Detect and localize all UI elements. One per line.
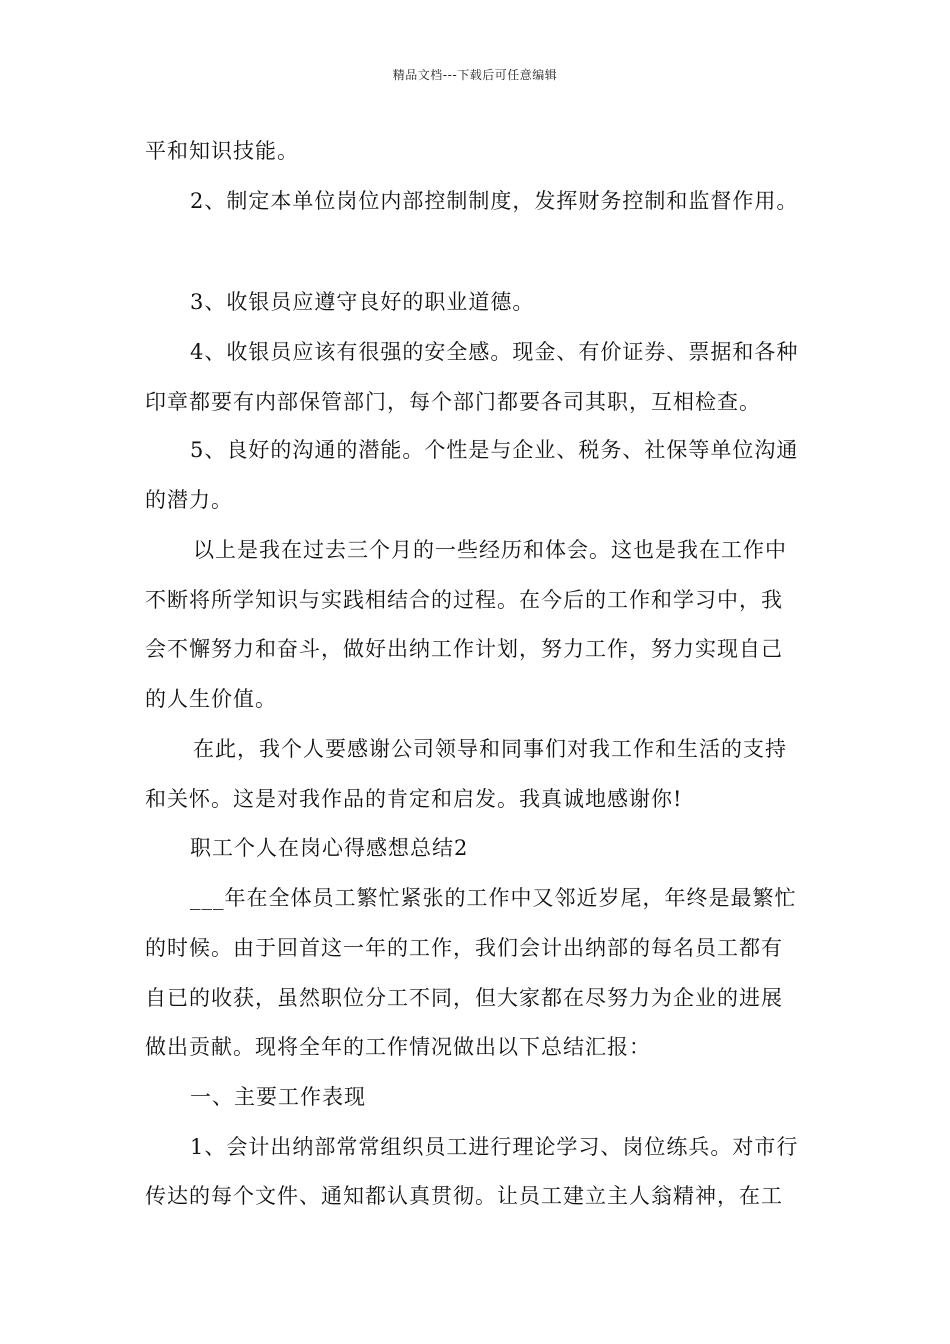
subsection-title: 一、主要工作表现	[190, 1085, 366, 1109]
page-header: 精品文档---下载后可任意编辑	[392, 68, 558, 82]
text-line: 做出贡献。现将全年的工作情况做出以下总结汇报：	[145, 1035, 651, 1059]
text-line: 的时候。由于回首这一年的工作，我们会计出纳部的每名员工都有	[145, 936, 783, 960]
text-line: 4、收银员应该有很强的安全感。现金、有价证券、票据和各种	[190, 340, 799, 364]
text-line: 在此，我个人要感谢公司领导和同事们对我工作和生活的支持	[193, 737, 787, 761]
text-line: 的人生价值。	[145, 687, 277, 711]
text-line: 平和知识技能。	[145, 139, 299, 163]
text-line: 印章都要有内部保管部门，每个部门都要各司其职，互相检查。	[145, 390, 761, 414]
text-line: 1、会计出纳部常常组织员工进行理论学习、岗位练兵。对市行	[190, 1135, 799, 1159]
section-title: 职工个人在岗心得感想总结2	[190, 836, 469, 860]
text-line: 传达的每个文件、通知都认真贯彻。让员工建立主人翁精神，在工	[145, 1184, 783, 1208]
text-line: 以上是我在过去三个月的一些经历和体会。这也是我在工作中	[193, 538, 787, 562]
text-line: 的潜力。	[145, 488, 233, 512]
text-line: 不断将所学知识与实践相结合的过程。在今后的工作和学习中，我	[145, 588, 783, 612]
text-line: 3、收银员应遵守良好的职业道德。	[190, 290, 535, 314]
text-line: 5、良好的沟通的潜能。个性是与企业、税务、社保等单位沟通	[190, 438, 799, 462]
text-line: 2、制定本单位岗位内部控制制度，发挥财务控制和监督作用。	[190, 189, 799, 213]
text-line: 会不懈努力和奋斗，做好出纳工作计划，努力工作，努力实现自己	[145, 637, 783, 661]
text-line: 自已的收获，虽然职位分工不同，但大家都在尽努力为企业的进展	[145, 986, 783, 1010]
text-line: ___年在全体员工繁忙紧张的工作中又邻近岁尾，年终是最繁忙	[190, 886, 797, 910]
text-line: 和关怀。这是对我作品的肯定和启发。我真诚地感谢你!	[145, 787, 683, 811]
